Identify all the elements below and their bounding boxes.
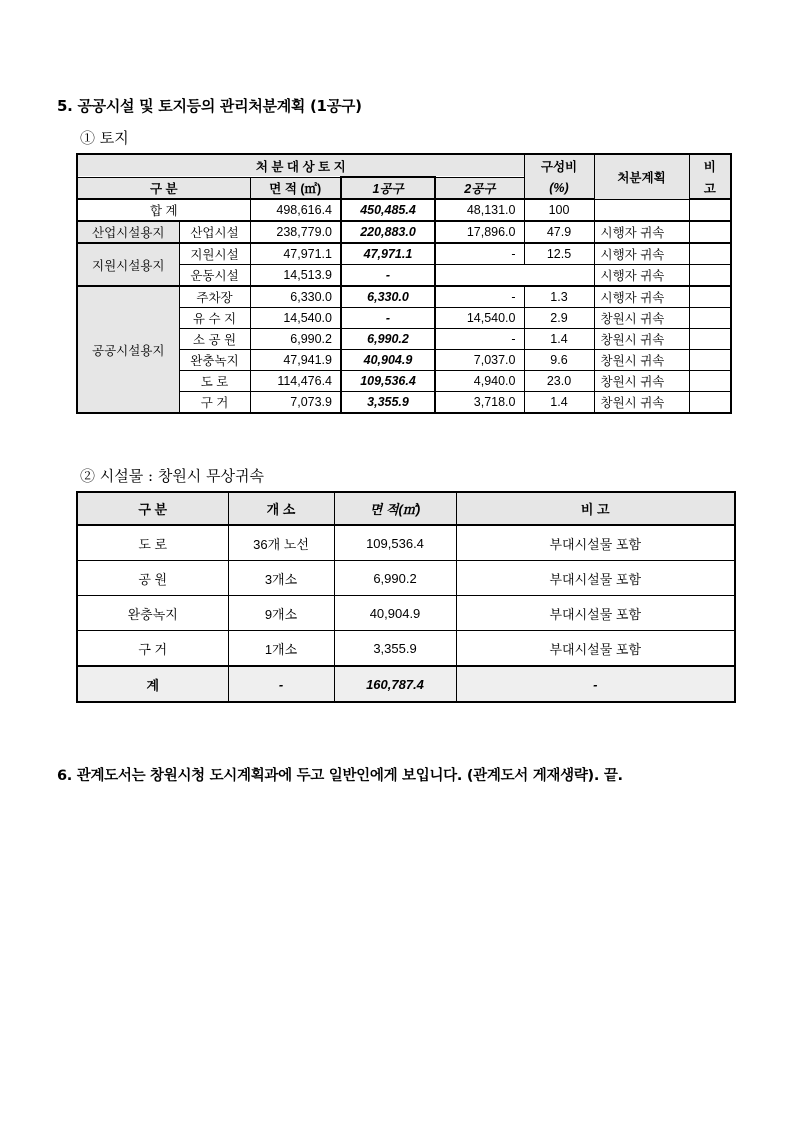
row-zone1: 109,536.4 bbox=[341, 371, 435, 392]
row-note: 부대시설물 포함 bbox=[456, 561, 735, 596]
row-ratio: 23.0 bbox=[524, 371, 594, 392]
row-zone1: 6,330.0 bbox=[341, 286, 435, 308]
facilities-table bbox=[76, 491, 736, 703]
row-plan: 시행자 귀속 bbox=[594, 243, 689, 265]
row-ratio: 12.5 bbox=[524, 243, 594, 265]
row-ratio: 9.6 bbox=[524, 350, 594, 371]
row-zone2: 4,940.0 bbox=[435, 371, 524, 392]
header-division: 구 분 bbox=[77, 492, 228, 525]
row-area: 47,971.1 bbox=[250, 243, 341, 265]
row-division: 구 거 bbox=[77, 631, 228, 667]
row-area: 6,990.2 bbox=[334, 561, 456, 596]
row-division: 공 원 bbox=[77, 561, 228, 596]
header-area: 면 적(㎡) bbox=[334, 492, 456, 525]
group-support: 지원시설용지 bbox=[77, 243, 179, 286]
row-ratio: 1.3 bbox=[524, 286, 594, 308]
row-name: 운동시설 bbox=[179, 265, 250, 287]
row-note bbox=[689, 243, 731, 265]
header-ratio-2: (%) bbox=[524, 177, 594, 199]
row-note bbox=[689, 221, 731, 243]
row-note bbox=[689, 286, 731, 308]
row-area: 14,540.0 bbox=[250, 308, 341, 329]
row-name: 지원시설 bbox=[179, 243, 250, 265]
row-note bbox=[689, 265, 731, 287]
facilities-subtitle: ② 시설물 : 창원시 무상귀속 bbox=[80, 467, 265, 485]
row-plan: 시행자 귀속 bbox=[594, 286, 689, 308]
land-subtitle: ① 토지 bbox=[80, 129, 129, 147]
header-plan: 처분계획 bbox=[594, 154, 689, 199]
header-note-2: 고 bbox=[689, 177, 731, 199]
row-zone2: 17,896.0 bbox=[435, 221, 524, 243]
row-count: 36개 노선 bbox=[228, 525, 334, 561]
row-plan: 창원시 귀속 bbox=[594, 392, 689, 414]
total-label: 합 계 bbox=[77, 199, 250, 221]
row-note: 부대시설물 포함 bbox=[456, 596, 735, 631]
row-count: 9개소 bbox=[228, 596, 334, 631]
row-zone1: 220,883.0 bbox=[341, 221, 435, 243]
row-note bbox=[689, 371, 731, 392]
row-zone1: 40,904.9 bbox=[341, 350, 435, 371]
row-zone2-ratio bbox=[435, 265, 594, 287]
group-industrial: 산업시설용지 bbox=[77, 221, 179, 243]
row-area: 238,779.0 bbox=[250, 221, 341, 243]
row-zone2: 14,540.0 bbox=[435, 308, 524, 329]
row-note: 부대시설물 포함 bbox=[456, 525, 735, 561]
row-note: 부대시설물 포함 bbox=[456, 631, 735, 667]
row-area: 109,536.4 bbox=[334, 525, 456, 561]
row-plan: 시행자 귀속 bbox=[594, 265, 689, 287]
row-zone1: 3,355.9 bbox=[341, 392, 435, 414]
row-name: 유 수 지 bbox=[179, 308, 250, 329]
land-disposal-table bbox=[76, 153, 732, 414]
header-division: 구 분 bbox=[77, 177, 250, 199]
row-area: 40,904.9 bbox=[334, 596, 456, 631]
group-public: 공공시설용지 bbox=[77, 286, 179, 413]
section6-text: 6. 관계도서는 창원시청 도시계획과에 두고 일반인에게 보입니다. (관계도서 게재생략). 끝. bbox=[57, 768, 623, 784]
row-area: 47,941.9 bbox=[250, 350, 341, 371]
row-note bbox=[689, 350, 731, 371]
row-area: 6,990.2 bbox=[250, 329, 341, 350]
row-zone1: - bbox=[341, 308, 435, 329]
total-ratio: 100 bbox=[524, 199, 594, 221]
row-name: 산업시설 bbox=[179, 221, 250, 243]
header-ratio-1: 구성비 bbox=[524, 154, 594, 177]
row-division: 완충녹지 bbox=[77, 596, 228, 631]
row-note bbox=[689, 329, 731, 350]
row-zone2: 3,718.0 bbox=[435, 392, 524, 414]
row-zone1: 6,990.2 bbox=[341, 329, 435, 350]
header-note: 비 고 bbox=[456, 492, 735, 525]
total-division: 계 bbox=[77, 666, 228, 702]
total-zone2: 48,131.0 bbox=[435, 199, 524, 221]
row-area: 14,513.9 bbox=[250, 265, 341, 287]
row-count: 1개소 bbox=[228, 631, 334, 667]
row-ratio: 47.9 bbox=[524, 221, 594, 243]
row-plan: 창원시 귀속 bbox=[594, 350, 689, 371]
row-name: 도 로 bbox=[179, 371, 250, 392]
row-ratio: 1.4 bbox=[524, 392, 594, 414]
row-zone1: - bbox=[341, 265, 435, 287]
total-note bbox=[689, 199, 731, 221]
row-plan: 창원시 귀속 bbox=[594, 371, 689, 392]
row-plan: 창원시 귀속 bbox=[594, 308, 689, 329]
total-note: - bbox=[456, 666, 735, 702]
total-count: - bbox=[228, 666, 334, 702]
row-division: 도 로 bbox=[77, 525, 228, 561]
total-area: 160,787.4 bbox=[334, 666, 456, 702]
row-count: 3개소 bbox=[228, 561, 334, 596]
total-area: 498,616.4 bbox=[250, 199, 341, 221]
header-zone1: 1공구 bbox=[341, 177, 435, 199]
row-zone2: - bbox=[435, 286, 524, 308]
row-zone1: 47,971.1 bbox=[341, 243, 435, 265]
row-note bbox=[689, 392, 731, 414]
total-plan bbox=[594, 199, 689, 221]
header-zone2: 2공구 bbox=[435, 177, 524, 199]
row-area: 6,330.0 bbox=[250, 286, 341, 308]
row-name: 구 거 bbox=[179, 392, 250, 414]
header-area: 면 적 (㎡) bbox=[250, 177, 341, 199]
row-name: 주차장 bbox=[179, 286, 250, 308]
row-ratio: 2.9 bbox=[524, 308, 594, 329]
header-disposal-land: 처 분 대 상 토 지 bbox=[77, 154, 524, 177]
row-plan: 시행자 귀속 bbox=[594, 221, 689, 243]
total-zone1: 450,485.4 bbox=[341, 199, 435, 221]
row-name: 소 공 원 bbox=[179, 329, 250, 350]
row-zone2: - bbox=[435, 243, 524, 265]
row-zone2: - bbox=[435, 329, 524, 350]
row-zone2: 7,037.0 bbox=[435, 350, 524, 371]
row-name: 완충녹지 bbox=[179, 350, 250, 371]
section5-title: 5. 공공시설 및 토지등의 관리처분계획 (1공구) bbox=[57, 97, 362, 115]
row-note bbox=[689, 308, 731, 329]
row-ratio: 1.4 bbox=[524, 329, 594, 350]
row-plan: 창원시 귀속 bbox=[594, 329, 689, 350]
row-area: 3,355.9 bbox=[334, 631, 456, 667]
row-area: 114,476.4 bbox=[250, 371, 341, 392]
header-count: 개 소 bbox=[228, 492, 334, 525]
row-area: 7,073.9 bbox=[250, 392, 341, 414]
header-note-1: 비 bbox=[689, 154, 731, 177]
